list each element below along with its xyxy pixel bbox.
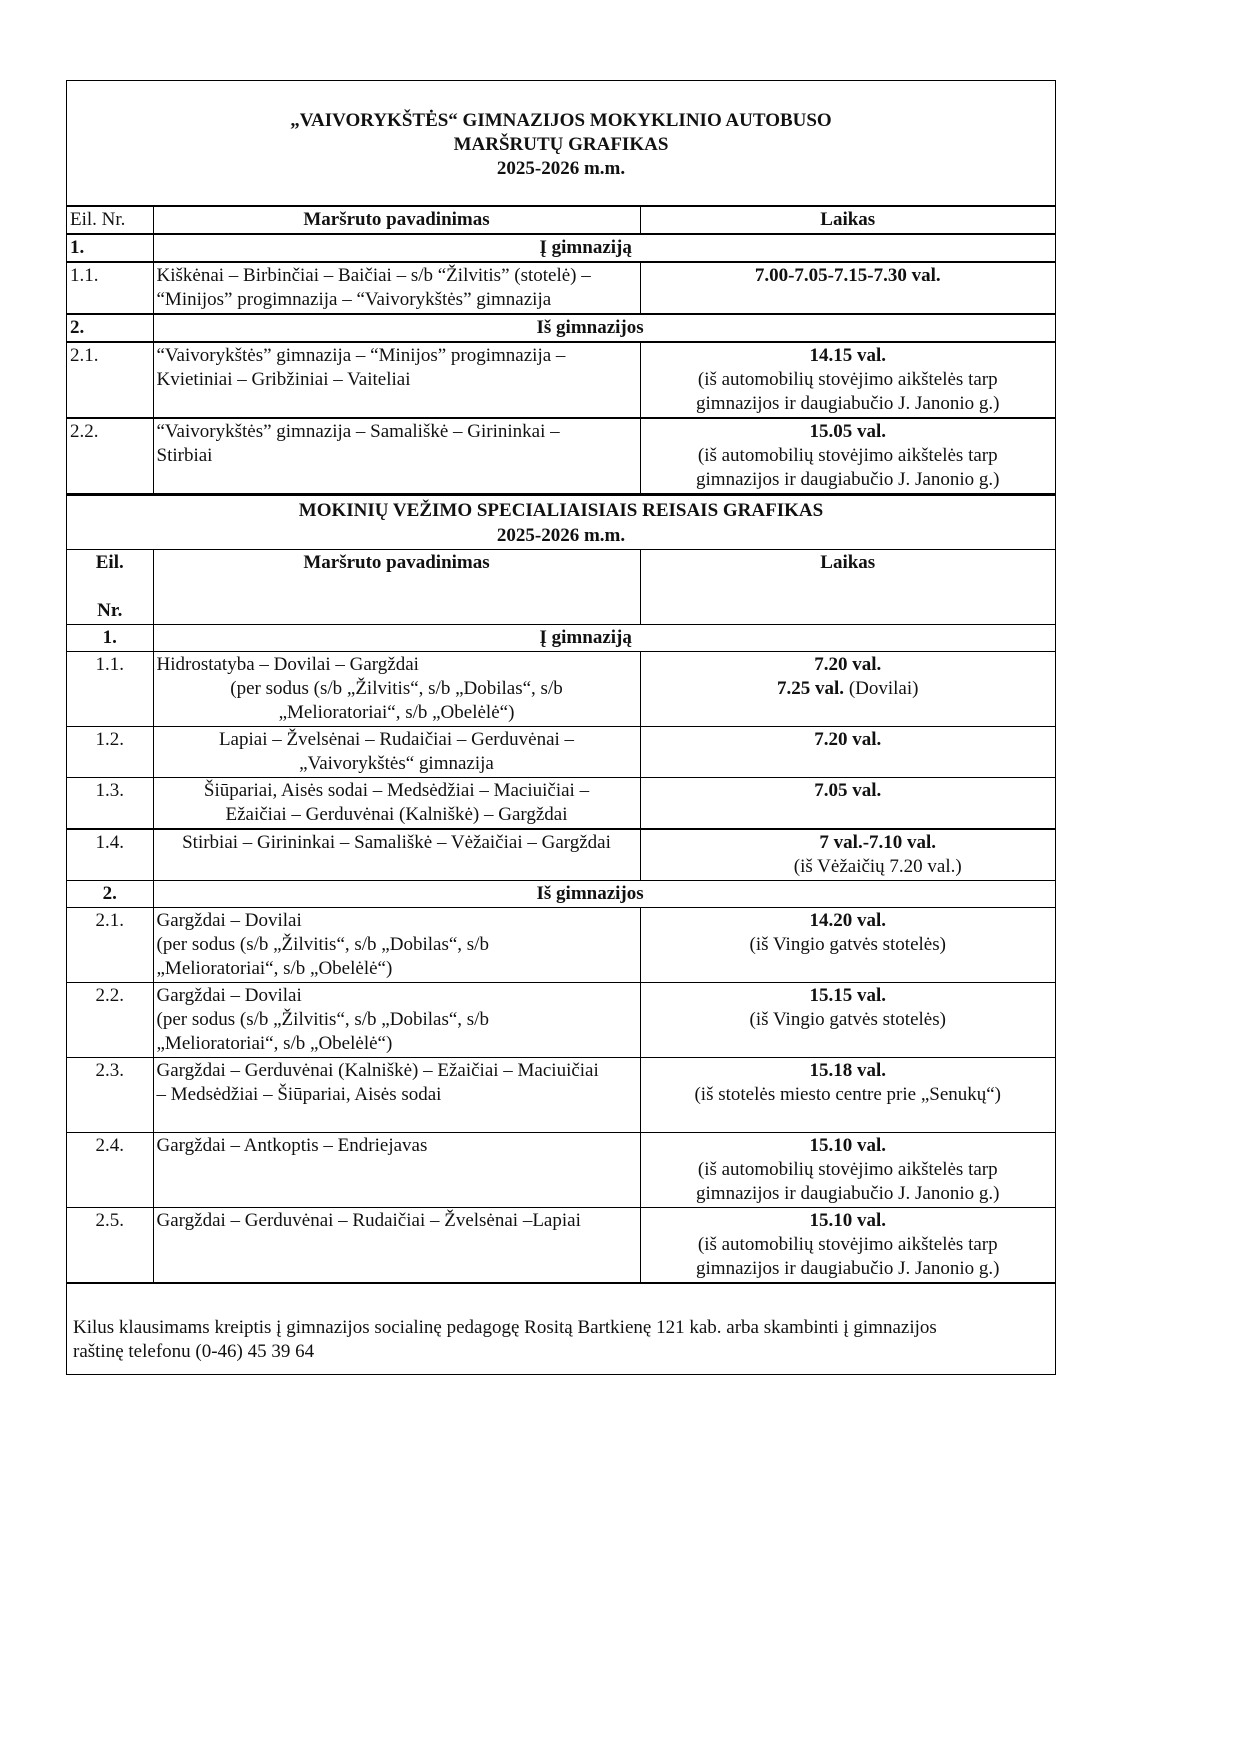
row-time: 7.00-7.05-7.15-7.30 val. xyxy=(640,262,1055,314)
row-nr: 1.2. xyxy=(67,727,153,778)
row-time: 7.05 val. xyxy=(640,778,1055,830)
row-nr: 1.1. xyxy=(67,262,153,314)
row-nr: 2.2. xyxy=(67,983,153,1058)
row-route: Gargždai – Dovilai (per sodus (s/b „Žilvitis“, s/b „Dobilas“, s/b „Melioratoriai“, s/b „Obelėlė“) xyxy=(153,983,640,1058)
row-route: “Vaivorykštės” gimnazija – Samališkė – Girininkai – Stirbiai xyxy=(153,418,640,494)
table-row xyxy=(67,1133,1055,1208)
table-header-row xyxy=(67,207,1055,234)
row-nr: 2.1. xyxy=(67,908,153,983)
row-route: Kiškėnai – Birbinčiai – Baičiai – s/b “Žilvitis” (stotelė) – “Minijos” progimnazija – “Vaivorykštės” gimnazija xyxy=(153,262,640,314)
section-nr: 2. xyxy=(67,314,153,342)
section-nr: 1. xyxy=(67,234,153,262)
table-row xyxy=(67,418,1055,494)
row-route: Šiūpariai, Aisės sodai – Medsėdžiai – Maciuičiai – Ežaičiai – Gerduvėnai (Kalniškė) – Gargždai xyxy=(153,778,640,830)
row-time: 15.10 val. (iš automobilių stovėjimo aikštelės tarp gimnazijos ir daugiabučio J. Janonio g.) xyxy=(640,1208,1055,1283)
table-row xyxy=(67,778,1055,830)
row-nr: 2.3. xyxy=(67,1058,153,1133)
table-header-row xyxy=(67,550,1055,625)
row-time: 7.20 val. 7.25 val. (Dovilai) xyxy=(640,652,1055,727)
row-nr: 2.4. xyxy=(67,1133,153,1208)
table-row xyxy=(67,652,1055,727)
document-title xyxy=(67,81,1055,207)
section-row xyxy=(67,625,1055,652)
section-label: Iš gimnazijos xyxy=(153,881,1055,908)
header-route: Maršruto pavadinimas xyxy=(153,207,640,234)
row-time: 15.10 val. (iš automobilių stovėjimo aikštelės tarp gimnazijos ir daugiabučio J. Janonio g.) xyxy=(640,1133,1055,1208)
section-label: Į gimnaziją xyxy=(153,234,1055,262)
table-row xyxy=(67,983,1055,1058)
row-time: 14.15 val. (iš automobilių stovėjimo aikštelės tarp gimnazijos ir daugiabučio J. Janonio g.) xyxy=(640,342,1055,418)
row-nr: 1.4. xyxy=(67,829,153,881)
section-row xyxy=(67,314,1055,342)
row-time: 7 val.-7.10 val. (iš Vėžaičių 7.20 val.) xyxy=(640,829,1055,881)
row-nr: 2.1. xyxy=(67,342,153,418)
table-row xyxy=(67,727,1055,778)
table-row xyxy=(67,342,1055,418)
row-nr: 1.3. xyxy=(67,778,153,830)
table-row xyxy=(67,262,1055,314)
row-nr: 1.1. xyxy=(67,652,153,727)
row-time: 15.18 val. (iš stotelės miesto centre prie „Senukų“) xyxy=(640,1058,1055,1133)
special-trips-title: MOKINIŲ VEŽIMO SPECIALIAISIAIS REISAIS GRAFIKAS 2025-2026 m.m. xyxy=(67,494,1055,549)
header-nr: Eil. Nr. xyxy=(67,550,153,625)
section-nr: 1. xyxy=(67,625,153,652)
header-time: Laikas xyxy=(640,550,1055,625)
header-route: Maršruto pavadinimas xyxy=(153,550,640,625)
row-route: Lapiai – Žvelsėnai – Rudaičiai – Gerduvėnai – „Vaivorykštės“ gimnazija xyxy=(153,727,640,778)
row-route: Stirbiai – Girininkai – Samališkė – Vėžaičiai – Gargždai xyxy=(153,829,640,881)
schedule-document xyxy=(66,80,1056,1375)
row-nr: 2.5. xyxy=(67,1208,153,1283)
row-route: Gargždai – Gerduvėnai (Kalniškė) – Ežaičiai – Maciuičiai – Medsėdžiai – Šiūpariai, Aisės sodai xyxy=(153,1058,640,1133)
section-row xyxy=(67,234,1055,262)
row-time: 7.20 val. xyxy=(640,727,1055,778)
header-nr: Eil. Nr. xyxy=(67,207,153,234)
row-time: 15.15 val. (iš Vingio gatvės stotelės) xyxy=(640,983,1055,1058)
title-line-3: 2025-2026 m.m. xyxy=(496,158,626,179)
section-label: Į gimnaziją xyxy=(153,625,1055,652)
section-row xyxy=(67,881,1055,908)
row-time: 15.05 val. (iš automobilių stovėjimo aikštelės tarp gimnazijos ir daugiabučio J. Janonio g.) xyxy=(640,418,1055,494)
section-nr: 2. xyxy=(67,881,153,908)
row-nr: 2.2. xyxy=(67,418,153,494)
row-route: “Vaivorykštės” gimnazija – “Minijos” progimnazija – Kvietiniai – Gribžiniai – Vaiteliai xyxy=(153,342,640,418)
row-time: 14.20 val. (iš Vingio gatvės stotelės) xyxy=(640,908,1055,983)
contact-note: Kilus klausimams kreiptis į gimnazijos socialinę pedagogę Rositą Bartkienę 121 kab. arba skambinti į gimnazijos raštinę telefonu (0-46) 45 39 64 xyxy=(67,1283,1055,1374)
school-bus-routes-table xyxy=(67,207,1055,494)
row-route: Gargždai – Gerduvėnai – Rudaičiai – Žvelsėnai –Lapiai xyxy=(153,1208,640,1283)
title-line-2: MARŠRUTŲ GRAFIKAS xyxy=(453,134,669,155)
special-trips-table xyxy=(67,549,1055,1283)
table-row xyxy=(67,1208,1055,1283)
table-row xyxy=(67,1058,1055,1133)
table-row xyxy=(67,908,1055,983)
row-route: Gargždai – Antkoptis – Endriejavas xyxy=(153,1133,640,1208)
row-route: Gargždai – Dovilai (per sodus (s/b „Žilvitis“, s/b „Dobilas“, s/b „Melioratoriai“, s/b „Obelėlė“) xyxy=(153,908,640,983)
row-route: Hidrostatyba – Dovilai – Gargždai (per sodus (s/b „Žilvitis“, s/b „Dobilas“, s/b „Melioratoriai“, s/b „Obelėlė“) xyxy=(153,652,640,727)
title-line-1: „VAIVORYKŠTĖS“ GIMNAZIJOS MOKYKLINIO AUTOBUSO xyxy=(290,110,832,131)
section-label: Iš gimnazijos xyxy=(153,314,1055,342)
header-time: Laikas xyxy=(640,207,1055,234)
table-row xyxy=(67,829,1055,881)
